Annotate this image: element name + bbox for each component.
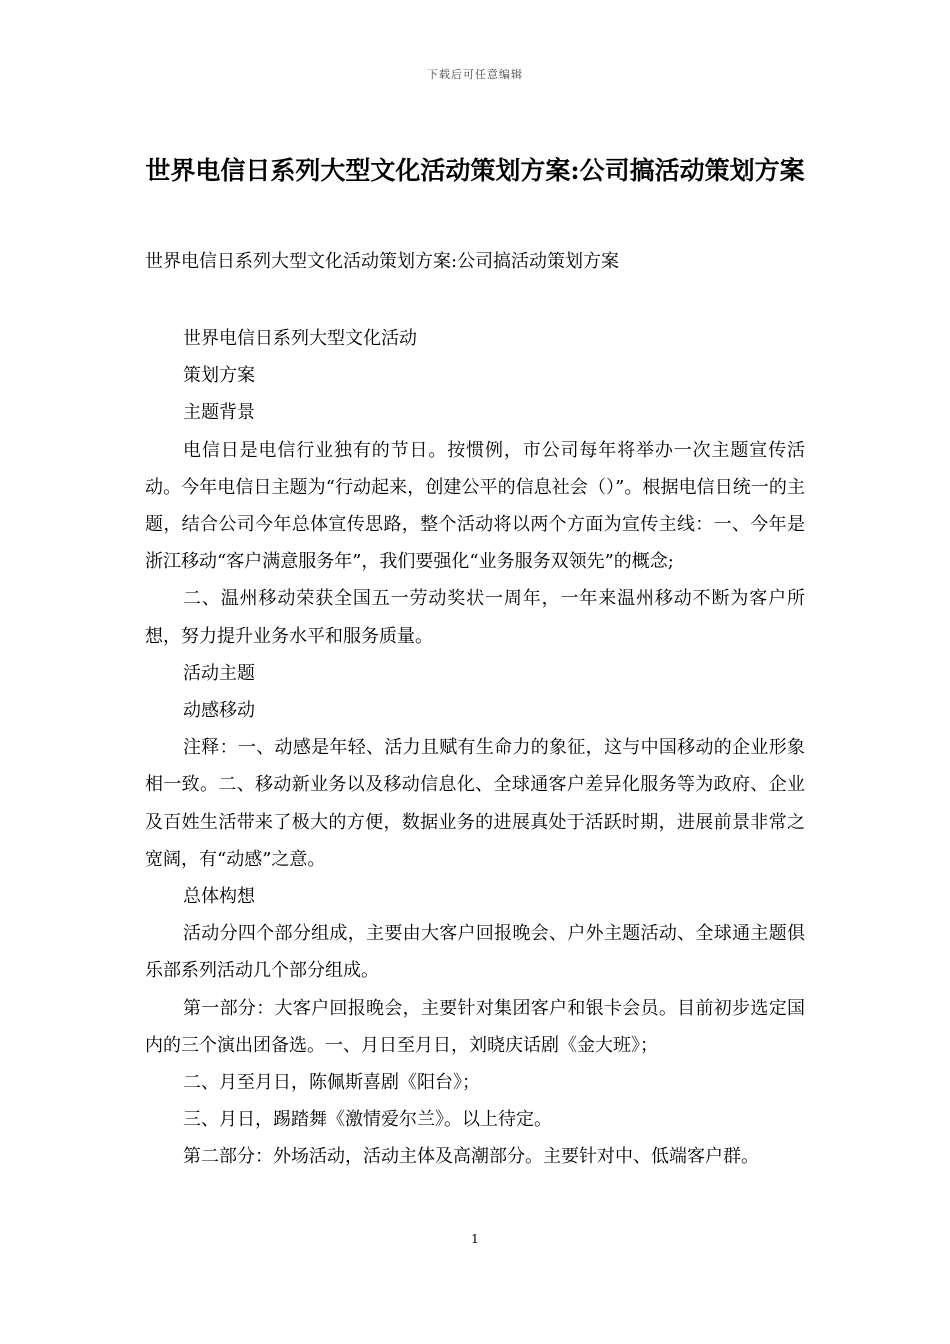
document-title: 世界电信日系列大型文化活动策划方案:公司搞活动策划方案 bbox=[145, 156, 805, 185]
paragraph: 电信日是电信行业独有的节日。按惯例，市公司每年将举办一次主题宣传活动。今年电信日主题为“行动起来，创建公平的信息社会（）”。根据电信日统一的主题，结合公司今年总体宣传思路，整个活动将以两个方面为宣传主线：一、今年是浙江移动“客户满意服务年”，我们要强化“业务服务双领先”的概念; bbox=[145, 439, 805, 573]
paragraph: 注释：一、动感是年轻、活力且赋有生命力的象征，这与中国移动的企业形象相一致。二、移动新业务以及移动信息化、全球通客户差异化服务等为政府、企业及百姓生活带来了极大的方便，数据业务的进展真处于活跃时期，进展前景非常之宽阔，有“动感”之意。 bbox=[145, 737, 805, 870]
page-number: 1 bbox=[471, 1232, 479, 1246]
paragraph: 二、月至月日，陈佩斯喜剧《阳台》； bbox=[183, 1072, 480, 1094]
section-heading: 活动主题 bbox=[183, 662, 255, 684]
paragraph: 活动分四个部分组成，主要由大客户回报晚会、户外主题活动、全球通主题俱乐部系列活动几个部分组成。 bbox=[145, 923, 805, 982]
section-heading: 总体构想 bbox=[183, 886, 255, 908]
paragraph: 二、温州移动荣获全国五一劳动奖状一周年，一年来温州移动不断为客户所想，努力提升业务水平和服务质量。 bbox=[145, 588, 805, 647]
paragraph: 三、月日，踢踏舞《激情爱尔兰》。以上待定。 bbox=[183, 1109, 552, 1131]
paragraph: 动感移动 bbox=[183, 700, 255, 722]
section-heading: 主题背景 bbox=[183, 402, 255, 424]
paragraph: 第一部分：大客户回报晚会，主要针对集团客户和银卡会员。目前初步选定国内的三个演出团备选。一、月日至月日，刘晓庆话剧《金大班》； bbox=[145, 997, 805, 1056]
paragraph: 第二部分：外场活动，活动主体及高潮部分。主要针对中、低端客户群。 bbox=[183, 1146, 759, 1168]
paragraph: 策划方案 bbox=[183, 365, 255, 387]
paragraph: 世界电信日系列大型文化活动 bbox=[183, 328, 417, 349]
header-note: 下载后可任意编辑 bbox=[427, 68, 523, 81]
document-body bbox=[145, 320, 805, 1176]
document-subtitle: 世界电信日系列大型文化活动策划方案:公司搞活动策划方案 bbox=[145, 251, 620, 272]
